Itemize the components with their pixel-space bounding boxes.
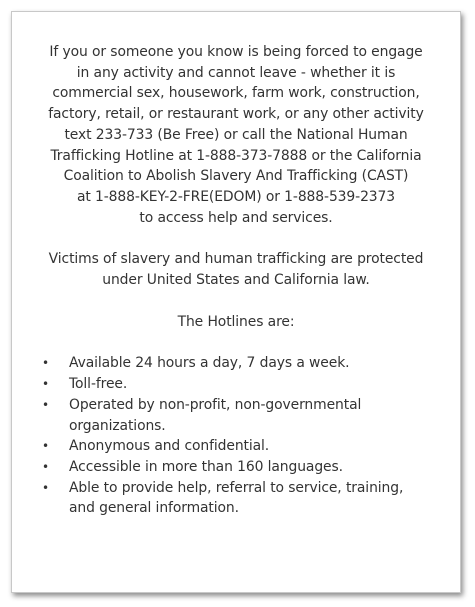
- protection-paragraph: [24, 249, 448, 290]
- list-item: [24, 478, 448, 519]
- feature-text: Operated by non-profit, non-governmental: [69, 396, 362, 413]
- intro-line: at 1-888-KEY-2-FRE(EDOM) or 1-888-539-2373: [76, 188, 396, 205]
- list-item: [24, 457, 448, 478]
- feature-text: Available 24 hours a day, 7 days a week.: [69, 355, 350, 372]
- bullet-icon: •: [42, 459, 49, 474]
- feature-text: organizations.: [69, 417, 166, 434]
- intro-line: text 233-733 (Be Free) or call the National Human: [64, 126, 408, 143]
- feature-text: Anonymous and confidential.: [69, 438, 270, 455]
- intro-line: Trafficking Hotline at 1-888-373-7888 or the California: [50, 147, 422, 164]
- list-item: [24, 436, 448, 457]
- notice-card: [11, 11, 461, 593]
- protection-line: Victims of slavery and human trafficking are protected: [48, 251, 424, 268]
- feature-text: Toll-free.: [69, 376, 128, 393]
- intro-line: factory, retail, or restaurant work, or any other activity: [48, 106, 424, 123]
- feature-text: Accessible in more than 160 languages.: [69, 458, 343, 475]
- feature-text: Able to provide help, referral to service, training,: [69, 479, 404, 496]
- list-item: [24, 353, 448, 374]
- bullet-icon: •: [42, 439, 49, 454]
- bullet-icon: •: [42, 397, 49, 412]
- intro-line: If you or someone you know is being forced to engage: [49, 44, 423, 60]
- intro-line: in any activity and cannot leave - whether it is: [76, 64, 396, 81]
- list-item: [24, 395, 448, 436]
- protection-line: under United States and California law.: [102, 272, 370, 289]
- bullet-icon: •: [42, 480, 49, 495]
- list-item: [24, 374, 448, 395]
- intro-paragraph: [24, 42, 448, 228]
- hotlines-heading: The Hotlines are:: [177, 313, 295, 330]
- intro-line: Coalition to Abolish Slavery And Trafficking (CAST): [63, 168, 409, 185]
- hotline-features-list: [24, 353, 448, 519]
- intro-line: to access help and services.: [139, 209, 333, 226]
- bullet-icon: •: [42, 356, 49, 371]
- feature-text: and general information.: [69, 500, 239, 517]
- bullet-icon: •: [42, 377, 49, 392]
- intro-line: commercial sex, housework, farm work, construction,: [52, 85, 420, 102]
